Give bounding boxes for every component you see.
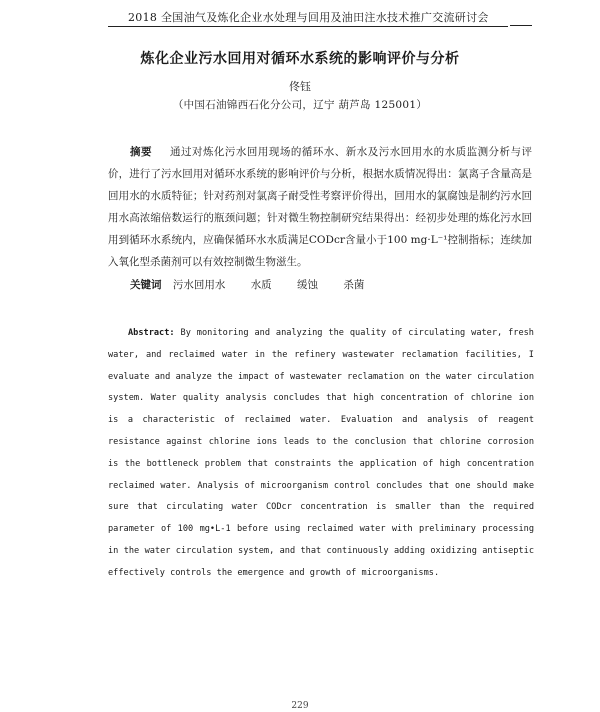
paper-title: 炼化企业污水回用对循环水系统的影响评价与分析 xyxy=(140,51,460,67)
header-rule-right xyxy=(510,25,532,26)
english-abstract-text: By monitoring and analyzing the quality of circulating water, fresh water, and reclaimed water in the refinery wastewater reclamation facilities, I evaluate and analyze the impact of wastewater reclamation on the water circulation system. Water quality analysis concludes that high concentration of chlorine ion is a characteristic of reclaimed water. Evaluation and analysis of reagent resistance against chlorine ions leads to the conclusion that chlorine corrosion is the bottleneck problem that constraints the application of high concentration reclaimed water. Analysis of microorganism control concludes that one should make sure that circulating water CODcr concentration is smaller than the required parameter of 100 mg•L-1 before using reclaimed water with preliminary processing in the water circulation system, and that continuously adding oxidizing antiseptic effectively controls the emergence and growth of microorganisms. xyxy=(108,328,534,578)
chinese-abstract xyxy=(108,141,532,273)
page-number: 229 xyxy=(291,701,309,711)
keywords xyxy=(130,277,530,292)
chinese-abstract-text: 通过对炼化污水回用现场的循环水、新水及污水回用水的水质监测分析与评价，进行了污水回用对循环水系统的影响评价与分析，根据水质情况得出：氯离子含量高是回用水的水质特征；针对药剂对氯离子耐受性考察评价得出，回用水的氯腐蚀是制约污水回用水高浓缩倍数运行的瓶颈问题；针对微生物控制研究结果得出：经初步处理的炼化污水回用到循环水系统内，应确保循环水水质满足CODcr含量小于100 mg·L⁻¹控制指标；连续加入氧化型杀菌剂可以有效控制微生物滋生。 xyxy=(108,146,533,268)
keyword-item: 污水回用水 xyxy=(172,279,226,291)
english-abstract-label: Abstract: xyxy=(128,328,175,338)
running-header xyxy=(108,4,508,27)
keyword-item: 水质 xyxy=(250,279,272,291)
chinese-abstract-label: 摘要 xyxy=(130,146,152,158)
paper-author: 佟钰 xyxy=(289,80,311,93)
english-abstract xyxy=(108,323,534,585)
paper-affiliation: （中国石油锦西石化分公司，辽宁 葫芦岛 125001） xyxy=(172,99,428,111)
keyword-item: 杀菌 xyxy=(343,279,365,291)
conference-header-text: 2018 全国油气及炼化企业水处理与回用及油田注水技术推广交流研讨会 xyxy=(128,11,489,24)
keyword-item: 缓蚀 xyxy=(297,279,319,291)
keywords-label: 关键词 xyxy=(130,279,162,291)
